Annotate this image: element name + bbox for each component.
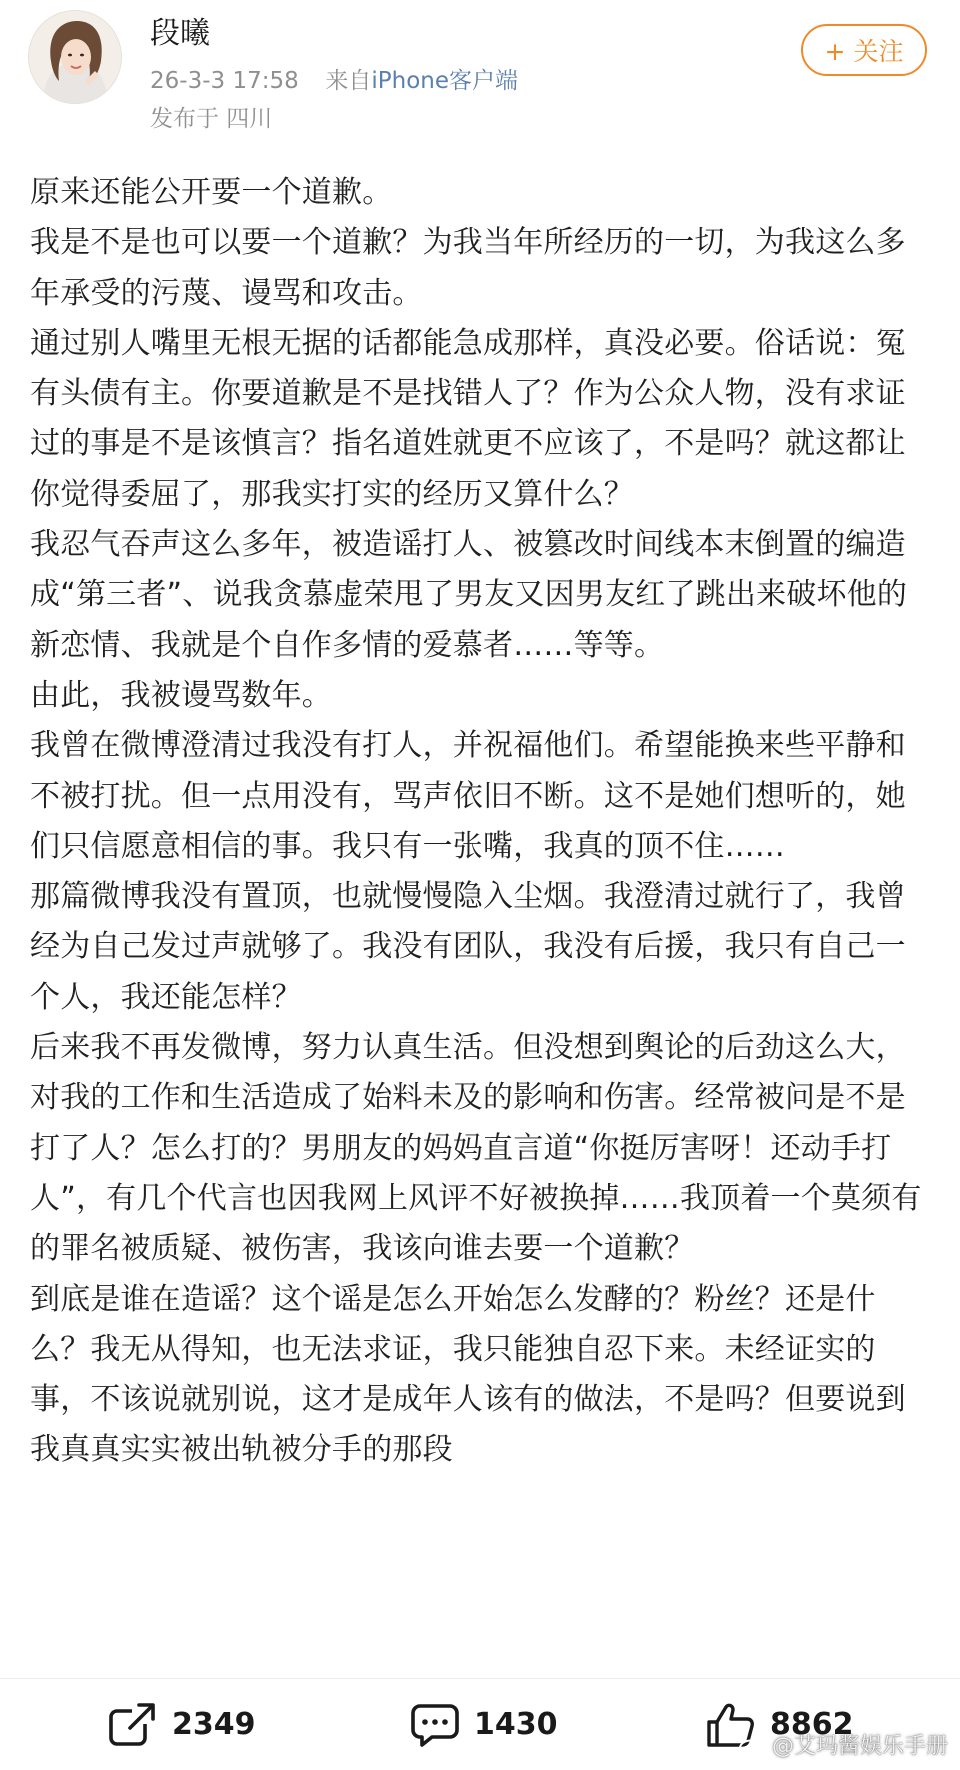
post-paragraph: 后来我不再发微博，努力认真生活。但没想到舆论的后劲这么大，对我的工作和生活造成了始料未及的影响和伤害。经常被问是不是打了人？怎么打的？男朋友的妈妈直言道“你挺厉害呀！还动手打人”，有几个代言也因我网上风评不好被换掉……我顶着一个莫须有的罪名被质疑、被伤害，我该向谁去要一个道歉？ <box>30 1030 922 1267</box>
watermark-text: @艾玛酱娱乐手册 <box>771 1734 948 1759</box>
comment-count: 1430 <box>474 1707 558 1742</box>
post-time: 26-3-3 17:58 <box>150 68 299 94</box>
follow-button[interactable]: + 关注 <box>801 24 927 76</box>
avatar[interactable] <box>28 10 122 104</box>
post-body <box>30 168 934 1668</box>
like-count: 8862 <box>770 1707 854 1742</box>
repost-button[interactable] <box>108 1679 256 1770</box>
repost-count: 2349 <box>172 1707 256 1742</box>
post-meta <box>150 66 518 96</box>
post-location: 发布于 四川 <box>150 106 273 132</box>
post-header <box>0 0 960 160</box>
watermark <box>738 1729 948 1760</box>
post-paragraph: 我是不是也可以要一个道歉？为我当年所经历的一切，为我这么多年承受的污蔑、谩骂和攻击。 <box>30 225 906 311</box>
post-paragraph: 那篇微博我没有置顶，也就慢慢隐入尘烟。我澄清过就行了，我曾经为自己发过声就够了。我没有团队，我没有后援，我只有自己一个人，我还能怎样？ <box>30 879 906 1015</box>
weibo-logo-icon <box>738 1733 768 1757</box>
post-paragraph: 原来还能公开要一个道歉。 <box>30 175 393 210</box>
post-paragraph: 我曾在微博澄清过我没有打人，并祝福他们。希望能换来些平静和不被打扰。但一点用没有，骂声依旧不断。这不是她们想听的，她们只信愿意相信的事。我只有一张嘴，我真的顶不住…… <box>30 728 906 864</box>
repost-icon <box>108 1702 158 1748</box>
comment-icon <box>410 1702 460 1748</box>
comment-button[interactable] <box>410 1679 558 1770</box>
post-paragraph: 我忍气吞声这么多年，被造谣打人、被篡改时间线本末倒置的编造成“第三者”、说我贪慕虚荣甩了男友又因男友红了跳出来破坏他的新恋情、我就是个自作多情的爱慕者……等等。 <box>30 527 908 663</box>
post-paragraph: 通过别人嘴里无根无据的话都能急成那样，真没必要。俗话说：冤有头债有主。你要道歉是不是找错人了？作为公众人物，没有求证过的事是不是该慎言？指名道姓就更不应该了，不是吗？就这都让你觉得委屈了，那我实打实的经历又算什么？ <box>30 325 906 512</box>
source-prefix: 来自 <box>325 68 372 94</box>
author-name[interactable]: 段曦 <box>150 16 210 51</box>
post-paragraph: 到底是谁在造谣？这个谣是怎么开始怎么发酵的？粉丝？还是什么？我无从得知，也无法求证，我只能独自忍下来。未经证实的事，不该说就别说，这才是成年人该有的做法，不是吗？但要说到我真真实实被出轨被分手的那段 <box>30 1281 906 1468</box>
source-link[interactable]: iPhone客户端 <box>371 68 518 94</box>
avatar-portrait-icon <box>29 11 121 103</box>
action-bar <box>0 1678 960 1770</box>
post-paragraph: 由此，我被谩骂数年。 <box>30 677 332 713</box>
